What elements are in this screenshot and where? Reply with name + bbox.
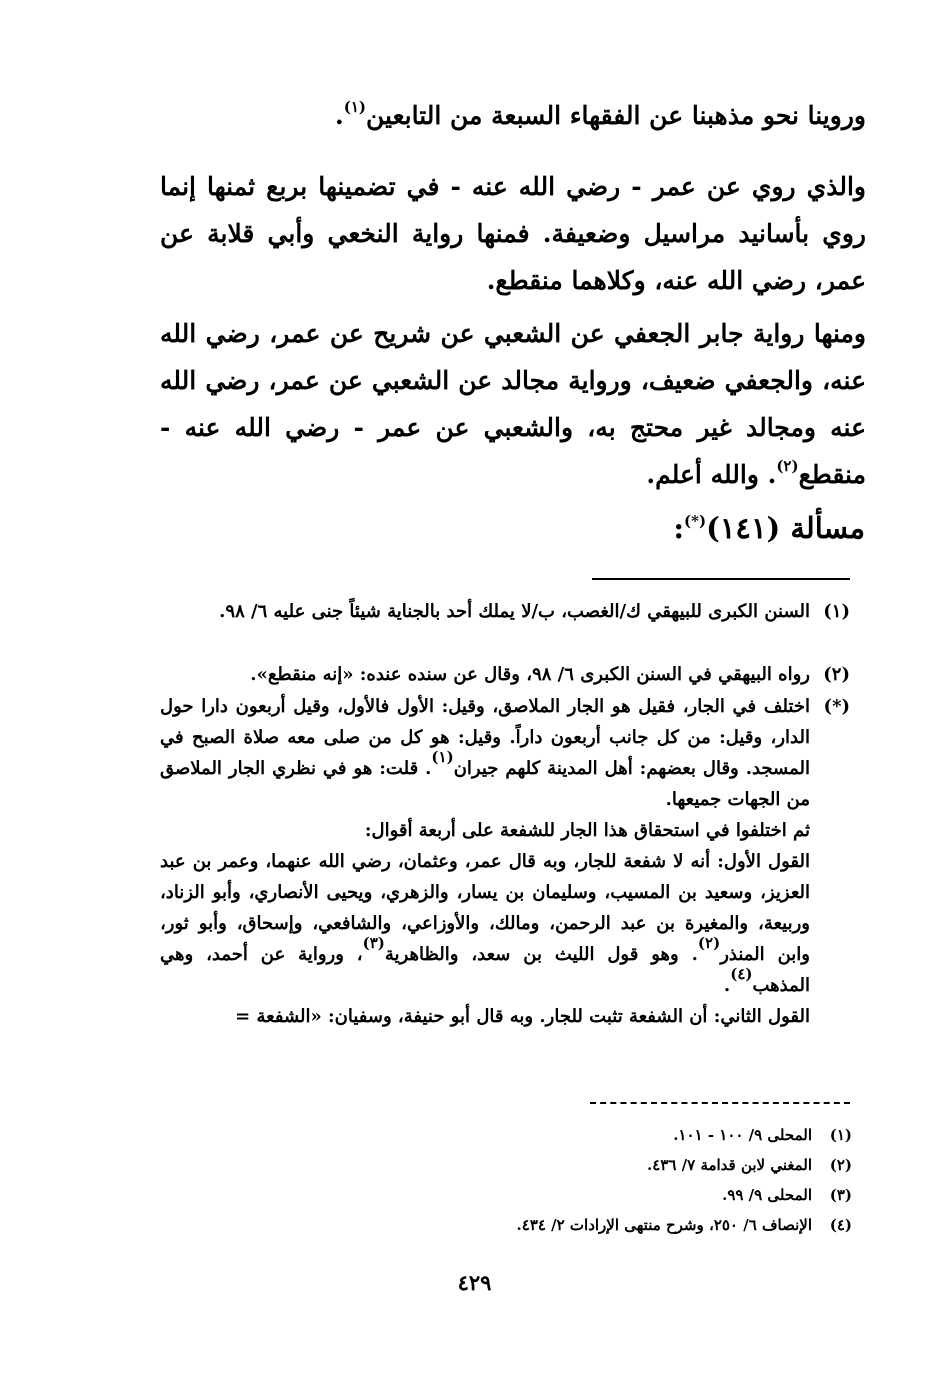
footnote-paragraph [160, 846, 810, 1001]
body-paragraph-2 [160, 163, 866, 304]
paragraph-tail: . [335, 101, 344, 130]
subnote-text: الإنصاف ٦/ ٢٥٠، وشرح منتهى الإرادات ٢/ ٤٣٤. [516, 1216, 812, 1234]
subnote-text: المحلى ٩/ ٩٩. [722, 1186, 812, 1204]
footnote-ref: (٢) [697, 934, 721, 952]
footnote-line: اختلف في الجار، فقيل هو الجار الملاصق، وقيل: الأول فالأول، وقيل أربعون دارا حول الدار، وقيل: من كل جانب أربعون داراً. وقيل: هو كل من صلى معه صلاة الصبح في المسجد. وقال بعضهم: أهل المدينة كلهم جيران [160, 696, 810, 779]
body-paragraph-3 [160, 310, 866, 498]
paragraph-text: والذي روي عن عمر - رضي الله عنه - في تضمينها بربع ثمنها إنما روي بأسانيد مراسيل وضعيفة. فمنها رواية النخعي وأبي قلابة عن عمر، رضي الله عنه، وكلاهما منقطع. [160, 172, 866, 295]
subnote-number: (٣) [829, 1186, 852, 1204]
footnote-ref: (٣) [362, 934, 385, 952]
footnote-line: . [723, 975, 731, 996]
heading-tail: : [673, 511, 685, 545]
paragraph-tail: . والله أعلم. [646, 460, 777, 489]
footnote-ref: (*) [684, 512, 707, 530]
footnote-text [160, 691, 810, 1032]
subnote-number: (٢) [829, 1156, 852, 1174]
footnote-paragraph [160, 691, 810, 815]
body-paragraph-1 [160, 92, 866, 139]
footnote-ref: (١) [431, 748, 454, 766]
footnote-line: . قلت: هو في نظري الجار الملاصق من الجهات جميعها. [160, 758, 810, 810]
paragraph-text: وروينا نحو مذهبنا عن الفقهاء السبعة من التابعين [366, 101, 866, 130]
footnote-star [160, 691, 850, 1032]
footnote-separator [592, 578, 850, 580]
footnote-text: السنن الكبرى للبيهقي ك/الغصب، ب/لا يملك أحد بالجناية شيئاً جنى عليه ٦/ ٩٨. [219, 601, 810, 622]
footnote-number: (*) [823, 696, 850, 717]
subnote-1 [300, 1120, 852, 1150]
page-number: ٤٢٩ [457, 1270, 492, 1295]
subnote-4 [300, 1210, 852, 1240]
footnote-ref: (٢) [776, 457, 799, 475]
footnote-ref: (١) [343, 98, 366, 116]
footnote-line: ، ورواية عن أحمد، وهي المذهب [160, 944, 810, 996]
footnote-line: القول الأول: أنه لا شفعة للجار، وبه قال عمر، وعثمان، رضي الله عنهما، وعمر بن عبد العزيز، وسعيد بن المسيب، وسليمان بن يسار، والزهري، ويحيى الأنصاري، وأبو الزناد، وربيعة، والمغيرة بن عبد الرحمن، ومالك، والأوزاعي، والشافعي، وإسحاق، وأبو ثور، وابن المنذر [160, 851, 810, 965]
footnote-number: (١) [823, 601, 850, 622]
footnote-1 [160, 596, 850, 627]
subnote-3 [300, 1180, 852, 1210]
subnote-2 [300, 1150, 852, 1180]
subnote-separator [590, 1102, 850, 1104]
subnote-number: (٤) [829, 1216, 852, 1234]
footnote-ref: (٤) [730, 965, 753, 983]
footnote-number: (٢) [823, 664, 850, 685]
subnote-number: (١) [829, 1126, 852, 1144]
footnote-paragraph: ثم اختلفوا في استحقاق هذا الجار للشفعة على أربعة أقوال: [364, 820, 810, 841]
footnote-paragraph: القول الثاني: أن الشفعة تثبت للجار. وبه قال أبو حنيفة، وسفيان: «الشفعة = [235, 1006, 810, 1027]
footnote-text: رواه البيهقي في السنن الكبرى ٦/ ٩٨، وقال عن سنده عنده: «إنه منقطع». [250, 664, 810, 685]
heading-text: مسألة (١٤١) [706, 511, 865, 545]
footnote-line: . وهو قول الليث بن سعد، والظاهرية [384, 944, 698, 965]
paragraph-text: ومنها رواية جابر الجعفي عن الشعبي عن شريح عن عمر، رضي الله عنه، والجعفي ضعيف، ورواية مجالد عن الشعبي عن عمر، رضي الله عنه ومجالد غير محتج به، والشعبي عن عمر - رضي الله عنه - منقطع [160, 319, 866, 489]
subnote-text: المحلى ٩/ ١٠٠ - ١٠١. [673, 1126, 812, 1144]
footnote-2 [160, 659, 850, 690]
subnote-text: المغني لابن قدامة ٧/ ٤٣٦. [647, 1156, 812, 1174]
section-heading [673, 508, 865, 548]
